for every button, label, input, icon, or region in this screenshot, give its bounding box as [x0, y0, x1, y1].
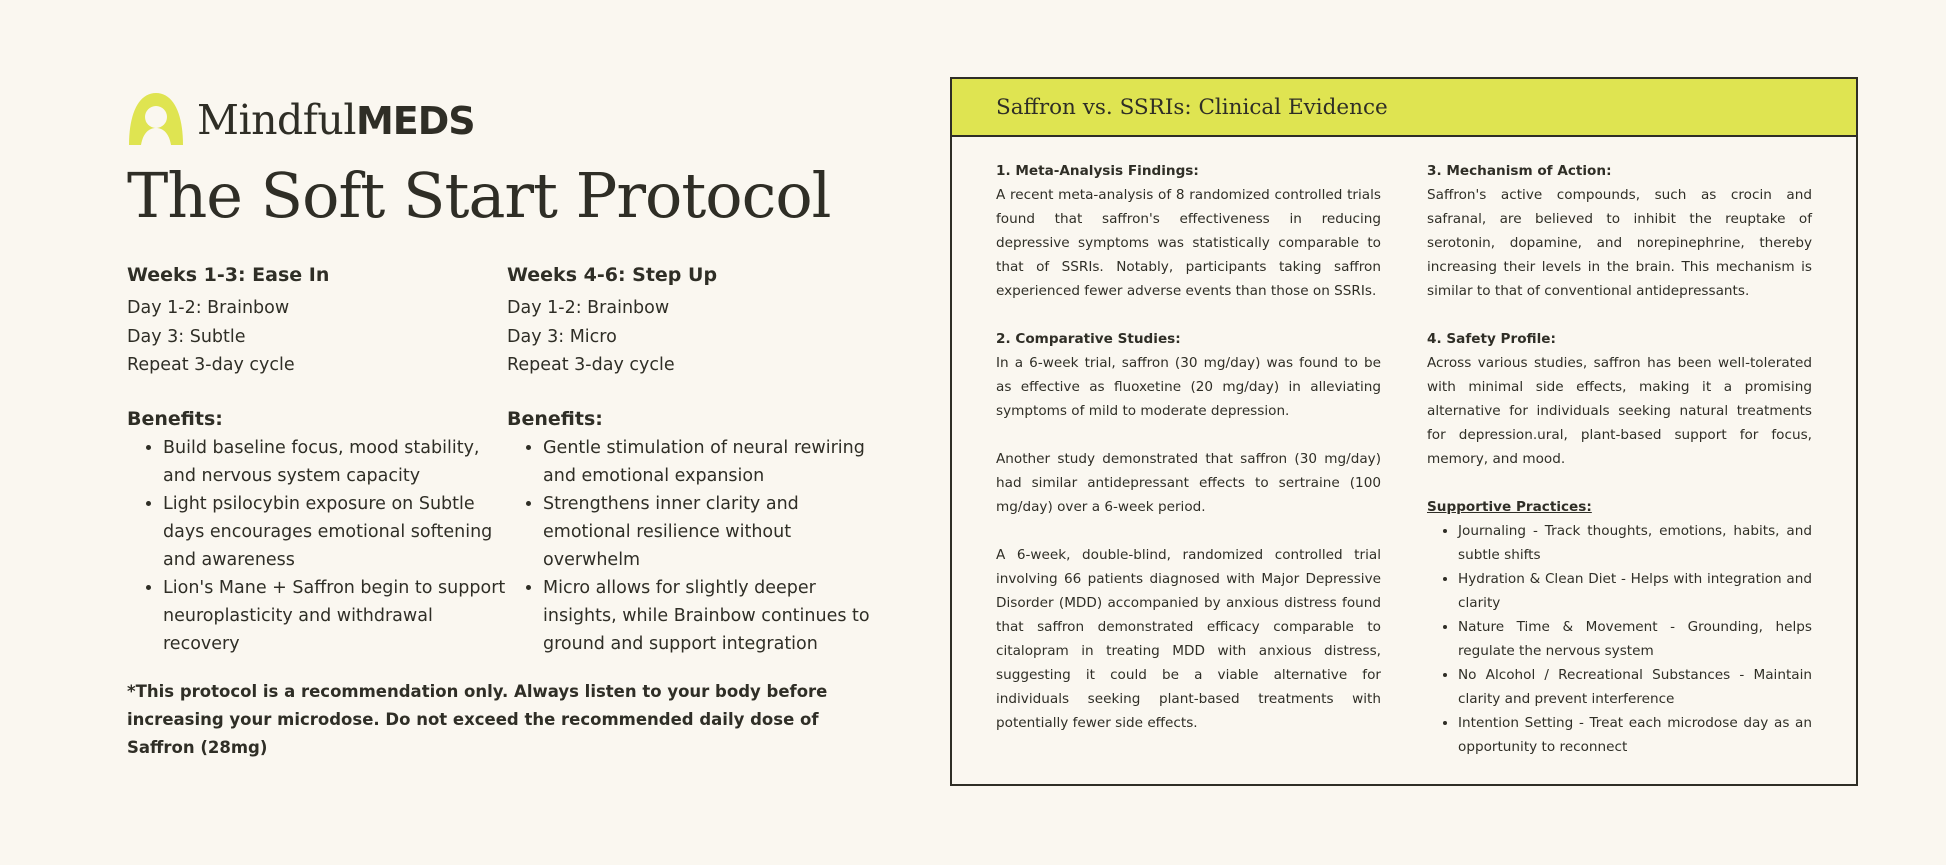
schedule-line: Day 3: Micro [507, 326, 617, 347]
list-item: • Light psilocybin exposure on Subtle days encourages emotional softening and awareness [163, 490, 507, 574]
list-item: • Hydration & Clean Diet - Helps with integration and clarity [1458, 567, 1812, 615]
benefits-list [507, 434, 887, 658]
schedule-line: Day 3: Subtle [127, 326, 246, 347]
supportive-practices-list [1427, 519, 1812, 759]
section-text: Across various studies, saffron has been well-tolerated with minimal side effects, making it a promising alternative for individuals seeking natural treatments for depression.ural, plant-based support for focus, memory, and mood. [1427, 355, 1812, 467]
section-heading: 2. Comparative Studies: [996, 331, 1181, 347]
week-heading: Weeks 1-3: Ease In [127, 264, 330, 286]
panel-header [952, 79, 1856, 137]
section-heading: 1. Meta-Analysis Findings: [996, 163, 1199, 179]
page-title: The Soft Start Protocol [127, 159, 831, 232]
section-heading: Supportive Practices: [1427, 499, 1592, 515]
brand-part-1: Mindful [197, 96, 356, 144]
benefits-heading: Benefits: [507, 407, 603, 430]
list-item: • Build baseline focus, mood stability, and nervous system capacity [163, 434, 507, 490]
section-heading: 4. Safety Profile: [1427, 331, 1556, 347]
panel-column-right [1427, 159, 1812, 759]
logo-icon [127, 91, 185, 149]
protocol-section [127, 86, 887, 762]
brand-part-2: MEDS [355, 99, 475, 143]
section-text: Another study demonstrated that saffron (30 mg/day) had similar antidepressant effects to sertraine (100 mg/day) over a 6-week period. [996, 451, 1381, 515]
list-item: • Intention Setting - Treat each microdose day as an opportunity to reconnect [1458, 711, 1812, 759]
weeks-columns [127, 262, 887, 658]
panel-title: Saffron vs. SSRIs: Clinical Evidence [996, 94, 1388, 120]
schedule-line: Repeat 3-day cycle [507, 355, 675, 375]
week-heading: Weeks 4-6: Step Up [507, 264, 718, 286]
panel-column-left [996, 159, 1381, 759]
benefits-list [127, 434, 507, 658]
list-item: • Micro allows for slightly deeper insights, while Brainbow continues to ground and support integration [543, 574, 887, 658]
schedule-line: Repeat 3-day cycle [127, 355, 295, 375]
weeks-4-6-column [507, 262, 887, 658]
list-item: • Lion's Mane + Saffron begin to support neuroplasticity and withdrawal recovery [163, 574, 507, 658]
weeks-1-3-column [127, 262, 507, 658]
panel-columns [952, 137, 1856, 759]
section-heading: 3. Mechanism of Action: [1427, 163, 1612, 179]
list-item: • No Alcohol / Recreational Substances - Maintain clarity and prevent interference [1458, 663, 1812, 711]
brand-name [197, 96, 475, 144]
clinical-evidence-panel [950, 77, 1858, 786]
list-item: • Gentle stimulation of neural rewiring and emotional expansion [543, 434, 887, 490]
section-text: Saffron's active compounds, such as crocin and safranal, are believed to inhibit the reuptake of serotonin, dopamine, and norepinephrine, thereby increasing their levels in the brain. This mechanism is similar to that of conventional antidepressants. [1427, 187, 1812, 299]
list-item: • Journaling - Track thoughts, emotions, habits, and subtle shifts [1458, 519, 1812, 567]
section-text: A recent meta-analysis of 8 randomized controlled trials found that saffron's effectiveness in reducing depressive symptoms was statistically comparable to that of SSRIs. Notably, participants taking saffron experienced fewer adverse events than those on SSRIs. [996, 187, 1381, 299]
logo [127, 86, 887, 154]
benefits-heading: Benefits: [127, 407, 223, 430]
list-item: • Strengthens inner clarity and emotional resilience without overwhelm [543, 490, 887, 574]
section-text: A 6-week, double-blind, randomized controlled trial involving 66 patients diagnosed with Major Depressive Disorder (MDD) accompanied by anxious distress found that saffron demonstrated efficacy comparable to citalopram in treating MDD with anxious distress, suggesting it could be a viable alternative for individuals seeking plant-based treatments with potentially fewer side effects. [996, 547, 1381, 731]
schedule-line: Day 1-2: Brainbow [127, 298, 290, 318]
list-item: • Nature Time & Movement - Grounding, helps regulate the nervous system [1458, 615, 1812, 663]
section-text: In a 6-week trial, saffron (30 mg/day) was found to be as effective as fluoxetine (20 mg/day) in alleviating symptoms of mild to moderate depression. [996, 355, 1381, 419]
schedule-line: Day 1-2: Brainbow [507, 298, 670, 318]
disclaimer-note: *This protocol is a recommendation only. Always listen to your body before increasing your microdose. Do not exceed the recommended daily dose of Saffron (28mg) [127, 681, 828, 757]
